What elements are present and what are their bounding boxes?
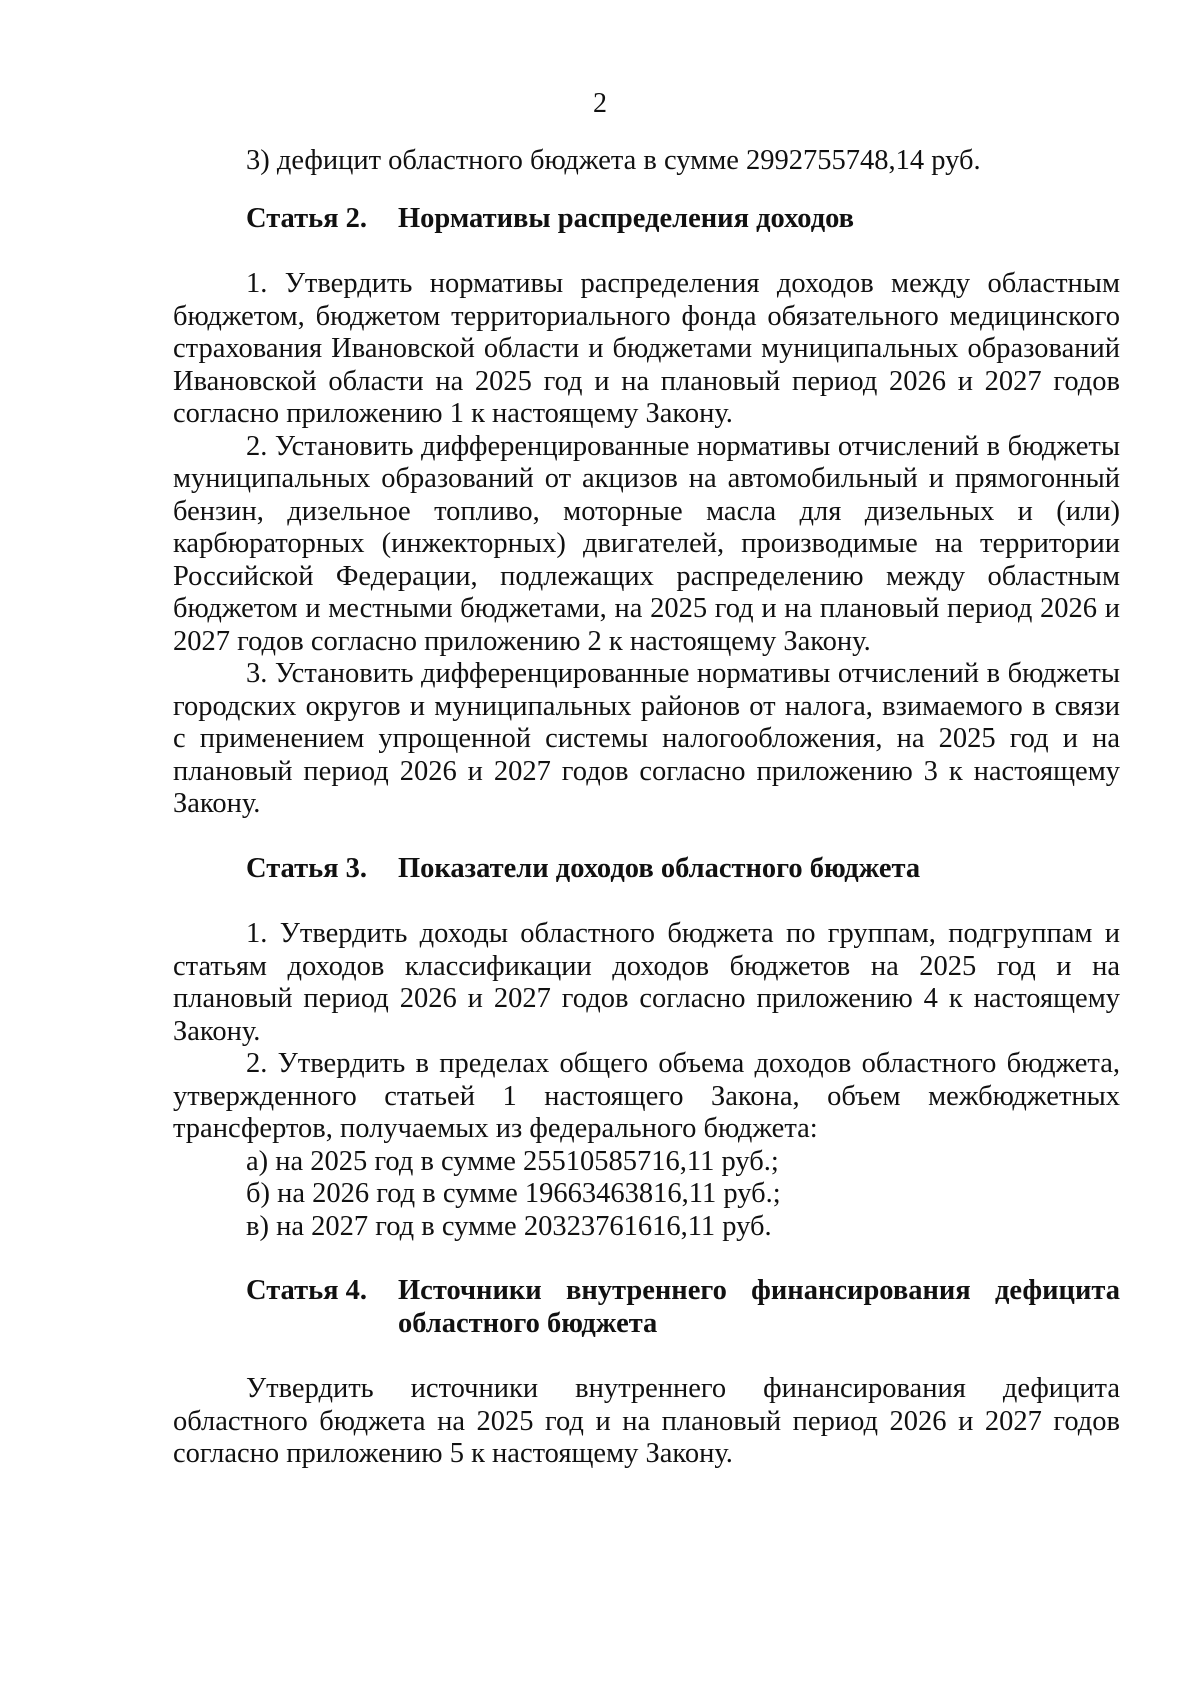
- article-4-paragraph-1: Утвердить источники внутреннего финансирования дефицита областного бюджета на 2025 год и на плановый период 2026 и 2027 годов согласно приложению 5 к настоящему Закону.: [173, 1373, 1120, 1469]
- article-title: Нормативы распределения доходов: [398, 202, 855, 234]
- page-number: 2: [593, 88, 607, 119]
- article-title: Источники внутреннего финансирования дефицита областного бюджета: [398, 1275, 1120, 1339]
- article-2-paragraph-2: 2. Установить дифференцированные нормативы отчислений в бюджеты муниципальных образований от акцизов на автомобильный и прямогонный бензин, дизельное топливо, моторные масла для дизельных и (или) карбюраторных (инжекторных) двигателей, производимые на территории Российской Федерации, подлежащих распределению между областным бюджетом и местными бюджетами, на 2025 год и на плановый период 2026 и 2027 годов согласно приложению 2 к настоящему Закону.: [173, 430, 1120, 657]
- article-2-paragraph-1: 1. Утвердить нормативы распределения доходов между областным бюджетом, бюджетом территориального фонда обязательного медицинского страхования Ивановской области и бюджетами муниципальных образований Ивановской области на 2025 год и на плановый период 2026 и 2027 годов согласно приложению 1 к настоящему Закону.: [173, 268, 1120, 429]
- article-number: Статья 4.: [246, 1275, 368, 1306]
- document-body: [173, 145, 1120, 1471]
- list-item: в) на 2027 год в сумме 20323761616,11 руб.: [246, 1210, 772, 1242]
- article-2-paragraph-3: 3. Установить дифференцированные нормативы отчислений в бюджеты городских округов и муниципальных районов от налога, взимаемого в связи с применением упрощенной системы налогообложения, на 2025 год и на плановый период 2026 и 2027 годов согласно приложению 3 к настоящему Закону.: [173, 658, 1120, 819]
- list-item: а) на 2025 год в сумме 25510585716,11 руб.;: [246, 1145, 779, 1177]
- article-number: Статья 3.: [246, 852, 368, 884]
- list-item: б) на 2026 год в сумме 19663463816,11 руб.;: [246, 1178, 781, 1209]
- article-3-paragraph-1: 1. Утвердить доходы областного бюджета по группам, подгруппам и статьям доходов классификации доходов бюджетов на 2025 год и на плановый период 2026 и 2027 годов согласно приложению 4 к настоящему Закону.: [173, 918, 1120, 1047]
- deficit-item: 3) дефицит областного бюджета в сумме 2992755748,14 руб.: [246, 145, 981, 176]
- article-4-heading: [173, 1275, 1120, 1340]
- article-2-heading: [173, 203, 1120, 236]
- article-3-paragraph-2: 2. Утвердить в пределах общего объема доходов областного бюджета, утвержденного статьей 1 настоящего Закона, объем межбюджетных трансфертов, получаемых из федерального бюджета:: [173, 1048, 1120, 1144]
- article-title: Показатели доходов областного бюджета: [398, 852, 921, 884]
- article-number: Статья 2.: [246, 202, 368, 234]
- article-3-heading: [173, 853, 1120, 886]
